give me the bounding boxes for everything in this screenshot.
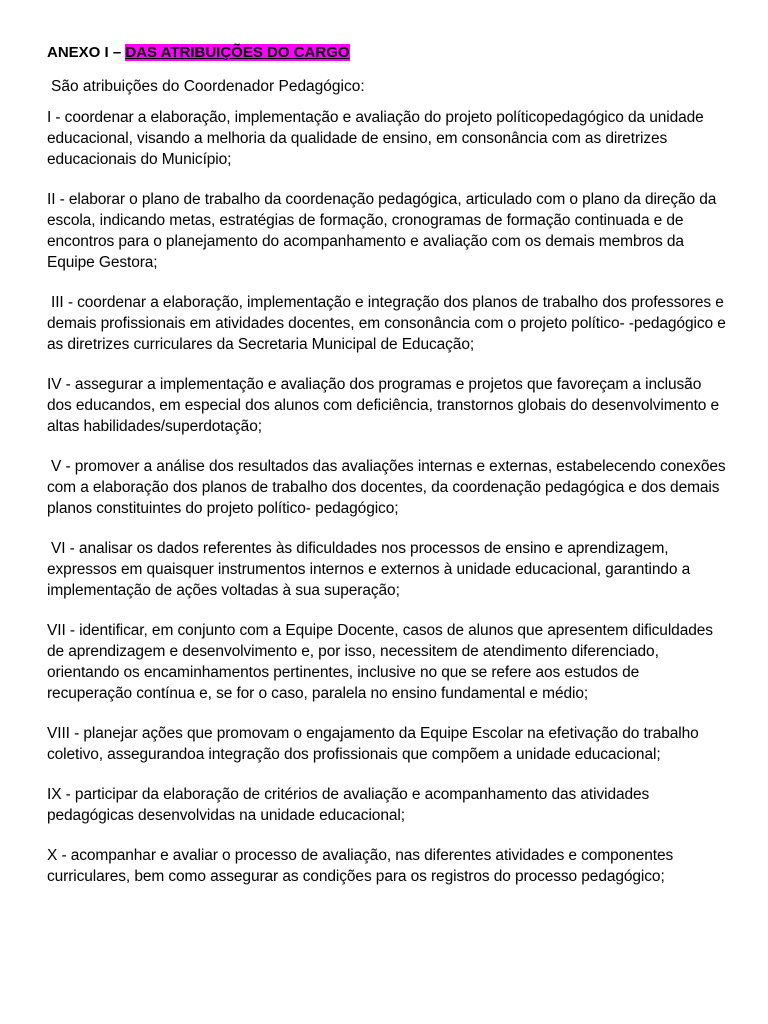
item-vi: VI - analisar os dados referentes às dificuldades nos processos de ensino e aprendizagem, expressos em quaisquer instrumentos internos e externos à unidade educacional, garantindo a implementação de ações voltadas à sua superação; [47, 540, 691, 599]
item-ii: II - elaborar o plano de trabalho da coordenação pedagógica, articulado com o plano da direção da escola, indicando metas, estratégias de formação, cronogramas de formação continuada e de encontros para o planejamento do acompanhamento e avaliação com os demais membros da Equipe Gestora; [47, 191, 717, 271]
heading-highlight: DAS ATRIBUIÇÕES DO CARGO [125, 44, 350, 61]
item-iii: III - coordenar a elaboração, implementação e integração dos planos de trabalho dos professores e demais profissionais em atividades docentes, em consonância com o projeto político- -pedagógico e as diretrizes curriculares da Secretaria Municipal de Educação; [47, 294, 726, 353]
intro-text: São atribuições do Coordenador Pedagógico: [51, 78, 365, 95]
item-vii: VII - identificar, em conjunto com a Equipe Docente, casos de alunos que apresentem dificuldades de aprendizagem e desenvolvimento e, por isso, necessitem de atendimento diferenciado, orientando os encaminhamentos pertinentes, inclusive no que se refere aos estudos de recuperação contínua e, se for o caso, paralela no ensino fundamental e médio; [47, 622, 713, 702]
item-iv: IV - assegurar a implementação e avaliação dos programas e projetos que favoreçam a inclusão dos educandos, em especial dos alunos com deficiência, transtornos globais do desenvolvimento e altas habilidades/superdotação; [47, 376, 720, 435]
document-page [47, 43, 727, 906]
heading-prefix: ANEXO I – [47, 44, 126, 61]
item-viii: VIII - planejar ações que promovam o engajamento da Equipe Escolar na efetivação do trabalho coletivo, assegurandoa integração dos profissionais que compõem a unidade educacional; [47, 725, 699, 763]
item-ix: IX - participar da elaboração de critérios de avaliação e acompanhamento das atividades pedagógicas desenvolvidas na unidade educacional; [47, 786, 650, 824]
item-v: V - promover a análise dos resultados das avaliações internas e externas, estabelecendo conexões com a elaboração dos planos de trabalho dos docentes, da coordenação pedagógica e dos demais planos constituintes do projeto político- pedagógico; [47, 458, 726, 517]
item-i: I - coordenar a elaboração, implementação e avaliação do projeto políticopedagógico da unidade educacional, visando a melhoria da qualidade de ensino, em consonância com as diretrizes educacionais do Município; [47, 109, 704, 168]
item-x: X - acompanhar e avaliar o processo de avaliação, nas diferentes atividades e componentes curriculares, bem como assegurar as condições para os registros do processo pedagógico; [47, 847, 674, 885]
document-heading [47, 43, 727, 63]
